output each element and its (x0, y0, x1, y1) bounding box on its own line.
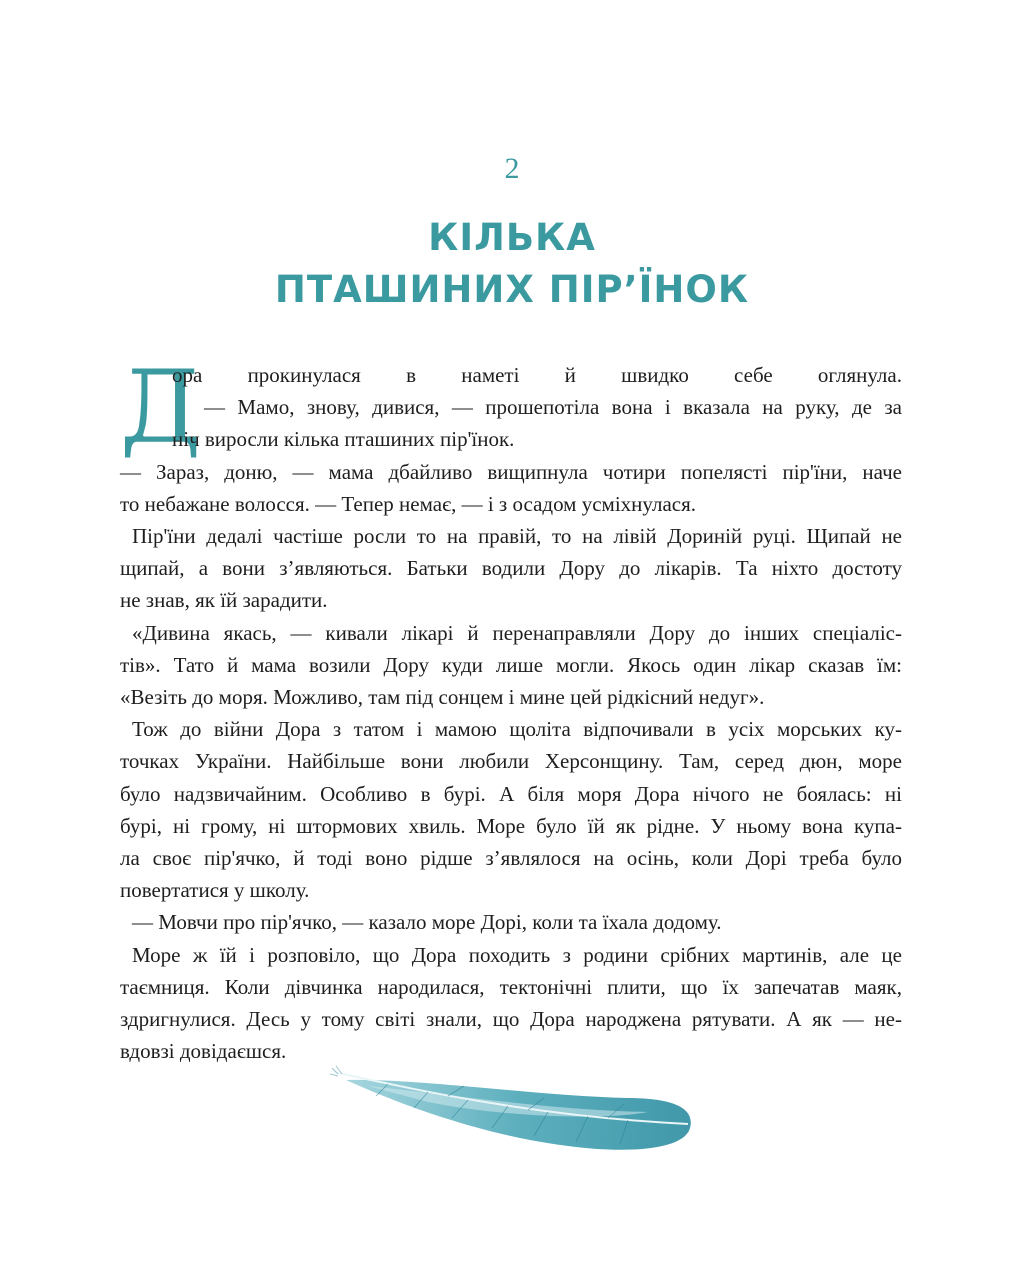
drop-cap-letter: Д (120, 349, 202, 466)
text-line: було надзвичайним. Особливо в бурі. А біля моря Дора нічого не боялась: ні (120, 781, 902, 806)
chapter-title-line-1: КІЛЬКА (428, 216, 596, 259)
text-line: вдовзі довідаєшся. (120, 1039, 287, 1064)
text-line: ніч виросли кілька пташиних пір'їнок. (172, 427, 515, 452)
chapter-number: 2 (504, 152, 520, 185)
text-line: здригнулися. Десь у тому світі знали, що Дора народжена рятувати. А як — не- (120, 1007, 902, 1032)
text-line: щипай, а вони з’являються. Батьки водили Дору до лікарів. Та ніхто достоту (120, 556, 902, 581)
text-line: «Везіть до моря. Можливо, там під сонцем і мине цей рідкісний недуг». (120, 685, 765, 710)
text-line: — Мамо, знову, дивися, — прошепотіла вона і вказала на руку, де за (204, 395, 902, 420)
text-line: не знав, як їй зарадити. (120, 588, 328, 613)
text-line: ла своє пір'ячко, й тоді воно рідше з’являлося на осінь, коли Дорі треба було (120, 846, 902, 871)
text-line: Пір'їни дедалі частіше росли то на правій, то на лівій Дориній руці. Щипай не (132, 524, 902, 549)
text-line: то небажане волосся. — Тепер немає, — і з осадом усміхнулася. (120, 491, 697, 516)
text-line: Тож до війни Дора з татом і мамою щоліта відпочивали в усіх морських ку- (132, 717, 902, 742)
chapter-body-text (120, 349, 902, 1067)
text-line: повертатися у школу. (120, 878, 310, 903)
text-line: «Дивина якась, — кивали лікарі й перенаправляли Дору до інших спеціаліс- (132, 620, 902, 645)
feather-illustration (328, 1058, 700, 1154)
text-line: — Зараз, доню, — мама дбайливо вищипнула чотири попелясті пір'їни, наче (120, 459, 902, 484)
text-line: бурі, ні грому, ні штормових хвиль. Море було їй як рідне. У ньому вона купа- (120, 813, 902, 838)
text-line: таємниця. Коли дівчинка народилася, тектонічні плити, що їх запечатав маяк, (120, 974, 902, 999)
text-line: — Мовчи про пір'ячко, — казало море Дорі, коли та їхала додому. (132, 910, 722, 935)
text-line: точках України. Найбільше вони любили Херсонщину. Там, серед дюн, море (120, 749, 902, 774)
chapter-title (0, 212, 1024, 316)
chapter-title-line-2: ПТАШИНИХ ПІР’ЇНОК (274, 268, 750, 311)
text-line: Море ж їй і розповіло, що Дора походить з родини срібних мартинів, але це (132, 942, 902, 967)
text-line: тів». Тато й мама возили Дору куди лише могли. Якось один лікар сказав їм: (120, 652, 902, 677)
text-line: ора прокинулася в наметі й швидко себе оглянула. (172, 363, 902, 387)
